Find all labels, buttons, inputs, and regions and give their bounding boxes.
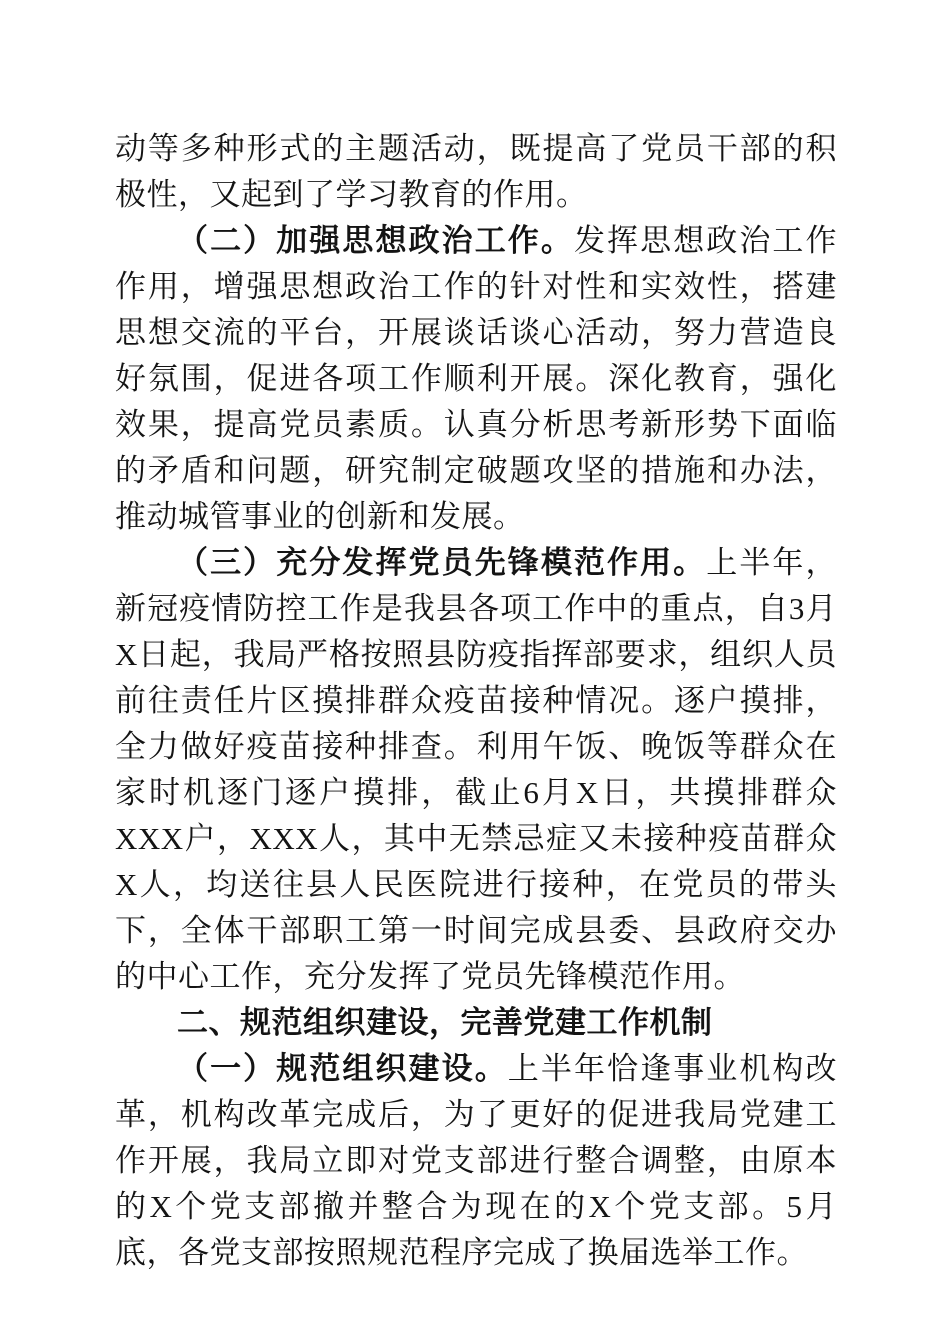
paragraph-2-body: 发挥思想政治工作作用，增强思想政治工作的针对性和实效性，搭建思想交流的平台，开展谈话谈心活动，努力营造良好氛围，促进各项工作顺利开展。深化教育，强化效果，提高党员素质。认真分析思考新形势下面临的矛盾和问题，研究制定破题攻坚的措施和办法，推动城管事业的创新和发展。: [115, 223, 838, 534]
paragraph-4-lead: （一）规范组织建设。: [177, 1051, 508, 1086]
document-body: [115, 126, 837, 1276]
paragraph-3-body: 上半年，新冠疫情防控工作是我县各项工作中的重点，自3月X日起，我局严格按照县防疫指挥部要求，组织人员前往责任片区摸排群众疫苗接种情况。逐户摸排，全力做好疫苗接种排查。利用午饭、晚饭等群众在家时机逐门逐户摸排，截止6月X日，共摸排群众XXX户，XXX人，其中无禁忌症又未接种疫苗群众X人，均送往县人民医院进行接种，在党员的带头下，全体干部职工第一时间完成县委、县政府交办的中心工作，充分发挥了党员先锋模范作用。: [115, 545, 838, 994]
section-heading: 二、规范组织建设，完善党建工作机制: [177, 1005, 713, 1040]
paragraph-3-lead: （三）充分发挥党员先锋模范作用。: [177, 545, 707, 580]
paragraph-3: [115, 540, 837, 1000]
paragraph-4: [115, 1046, 837, 1276]
paragraph-2: [115, 218, 837, 540]
paragraph-4-body: 上半年恰逢事业机构改革，机构改革完成后，为了更好的促进我局党建工作开展，我局立即对党支部进行整合调整，由原本的X个党支部撤并整合为现在的X个党支部。5月底，各党支部按照规范程序完成了换届选举工作。: [115, 1051, 838, 1270]
paragraph-continuation: 动等多种形式的主题活动，既提高了党员干部的积极性，又起到了学习教育的作用。: [115, 131, 837, 212]
paragraph-2-lead: （二）加强思想政治工作。: [177, 223, 574, 258]
